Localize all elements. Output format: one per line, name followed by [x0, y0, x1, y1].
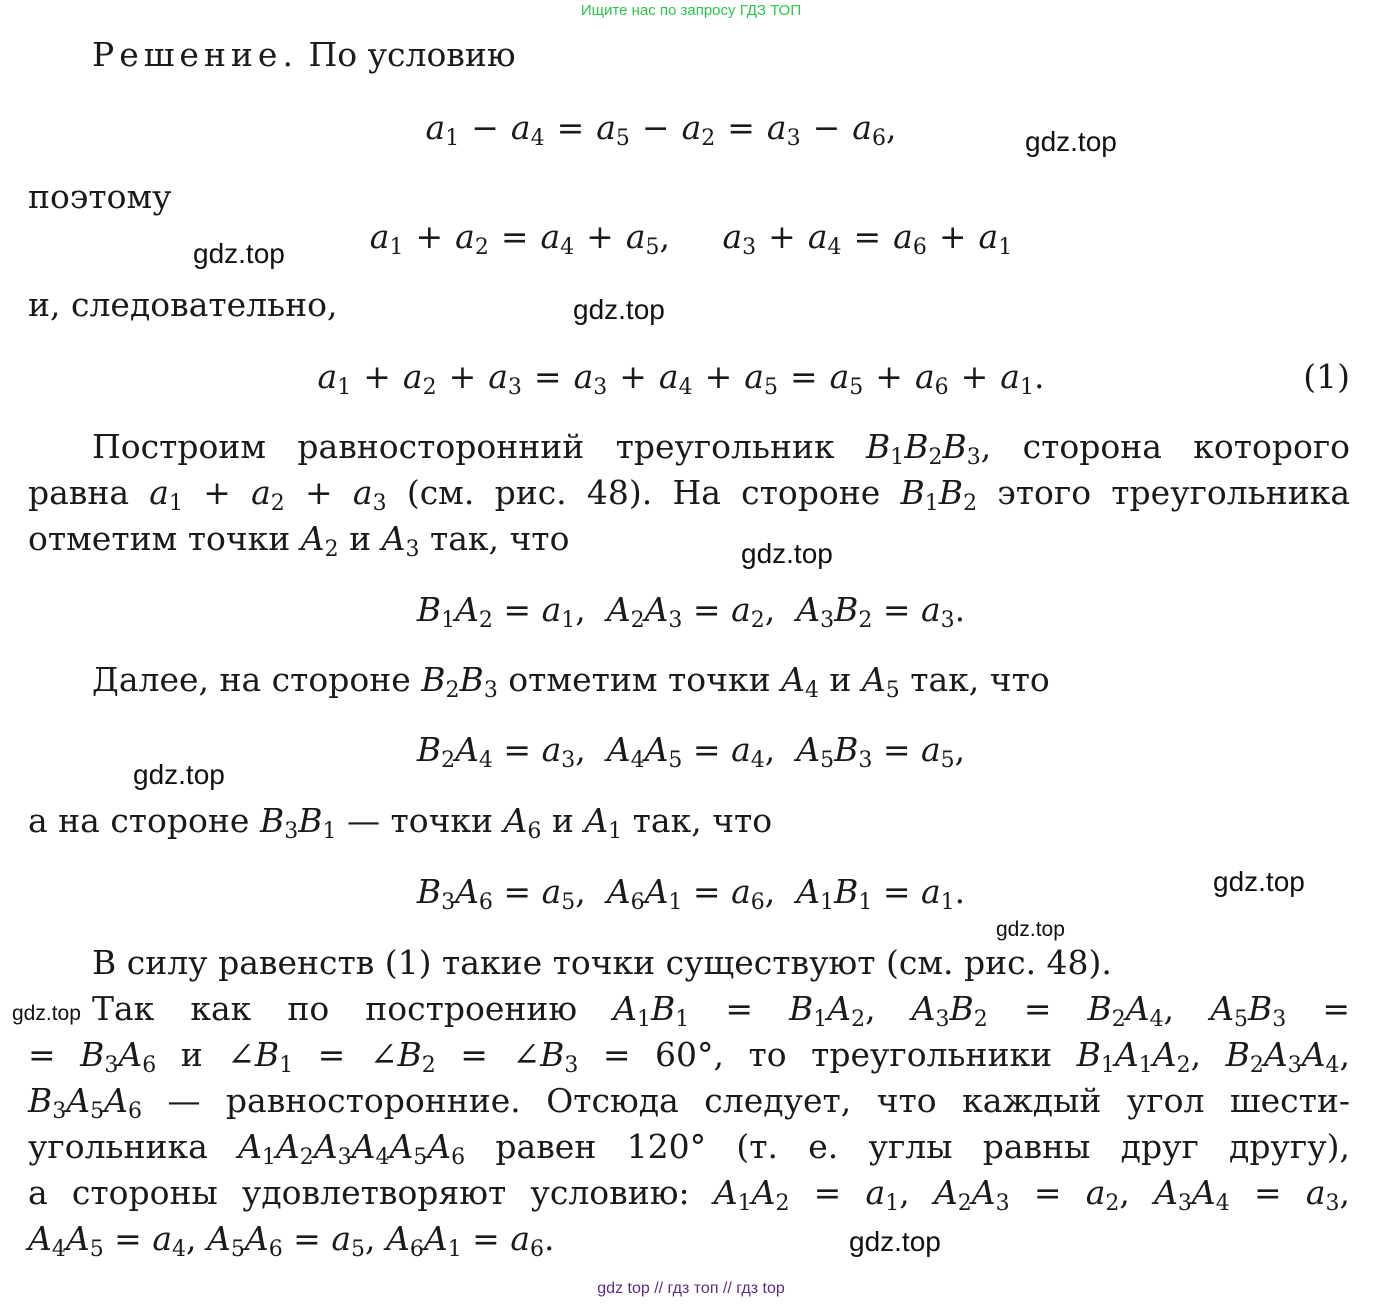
watermark: gdz.top — [1213, 866, 1305, 897]
para1-line1: Построим равносторонний треугольник $B_1B_2B_3$, сторона которого — [92, 427, 1350, 470]
watermark: gdz.top — [12, 1002, 81, 1025]
watermark: gdz.top — [193, 238, 285, 269]
para1-line3: отметим точки $A_2$ и $A_3$ так, что — [28, 519, 570, 562]
watermark: gdz.top — [996, 918, 1065, 941]
equation-number: (1) — [1303, 357, 1350, 396]
para5-line6: $A_4A_5 = a_4$, $A_5A_6 = a_5$, $A_6A_1 = a_6$. — [28, 1219, 555, 1262]
text-therefore: поэтому — [28, 177, 172, 216]
watermark: gdz.top — [133, 759, 225, 790]
formula-side-b3b1: $B_3A_6 = a_5$, $A_6A_1 = a_6$, $A_1B_1 = a_1$. — [416, 872, 966, 915]
para4: В силу равенств (1) такие точки существуют (см. рис. 48). — [92, 943, 1112, 982]
para1-line2: равна $a_1 + a_2 + a_3$ (см. рис. 48). На стороне $B_1B_2$ этого треугольника — [28, 473, 1350, 516]
footer: gdz top // гдз топ // гдз top — [597, 1280, 785, 1297]
para2: Далее, на стороне $B_2B_3$ отметим точки $A_4$ и $A_5$ так, что — [92, 660, 1050, 703]
para5-line1: Так как по построению $A_1B_1 = B_1A_2$, $A_3B_2 = B_2A_4$, $A_5B_3$ = — [92, 989, 1350, 1032]
watermark: gdz.top — [1025, 126, 1117, 157]
para5-line3: $B_3A_5A_6$ — равносторонние. Отсюда следует, что каждый угол шести- — [28, 1081, 1350, 1124]
formula-side-b1b2: $B_1A_2 = a_1$, $A_2A_3 = a_2$, $A_3B_2 = a_3$. — [416, 590, 966, 633]
formula-side-b2b3: $B_2A_4 = a_3$, $A_4A_5 = a_4$, $A_5B_3 = a_5$, — [416, 730, 966, 773]
watermark: gdz.top — [573, 294, 665, 325]
solution-heading — [92, 35, 516, 74]
watermark: gdz.top — [849, 1226, 941, 1257]
solution-label: Решение. — [92, 35, 298, 74]
formula-1: $a_1 + a_2 + a_3 = a_3 + a_4 + a_5 = a_5 + a_6 + a_1$. — [317, 357, 1045, 400]
formula-condition: $a_1 - a_4 = a_5 - a_2 = a_3 - a_6$, — [425, 108, 897, 151]
watermark: gdz.top — [741, 538, 833, 569]
condition-text: По условию — [297, 35, 516, 74]
para5-line4: угольника $A_1A_2A_3A_4A_5A_6$ равен 120° (т. е. углы равны друг другу), — [28, 1127, 1350, 1170]
top-banner: Ищите нас по запросу ГДЗ ТОП — [580, 2, 802, 19]
para3: а на стороне $B_3B_1$ — точки $A_6$ и $A_1$ так, что — [28, 801, 773, 844]
para5-line5: а стороны удовлетворяют условию: $A_1A_2 = a_1$, $A_2A_3 = a_2$, $A_3A_4 = a_3$, — [28, 1173, 1351, 1216]
para5-line2: = $B_3A_6$ и $\angle B_1$ = $\angle B_2$ = $\angle B_3 = 60^\circ$, то треугольники $B_1A_1A_2$, $B_2A_3A_4$, — [28, 1035, 1351, 1078]
formula-sums: $a_1 + a_2 = a_4 + a_5$, $a_3 + a_4 = a_6 + a_1$ — [369, 217, 1013, 260]
text-consequently: и, следовательно, — [28, 285, 338, 324]
